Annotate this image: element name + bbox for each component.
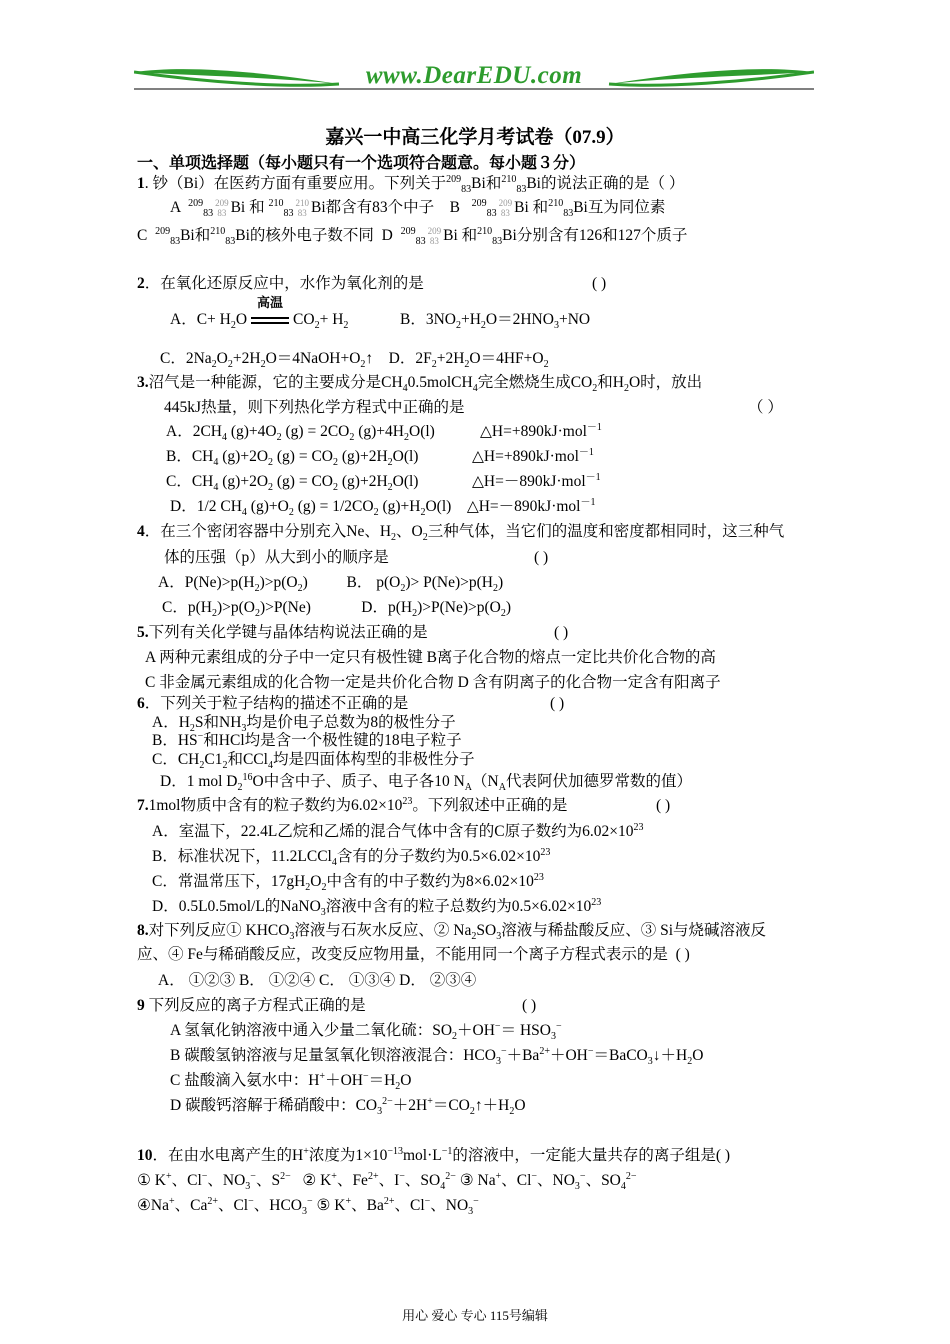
question-6-option-c: C．$CH_2C1_2$和CCl$_4$均是四面体构型的非极性分子 [152,751,475,772]
question-10-stem: 10．在由水电离产生的H+浓度为$1\times 10^{-13}mol\cdot L^{-1}$的溶液中，一定能大量共存的离子组是( ) [137,1145,731,1164]
question-10-ion-groups-1-3: ① K+、Cl−、$NO_3^-$、$S^{2-}$ ② K+、$Fe^{2+}$、I−、$SO_4^{2-}$ ③ Na+、Cl−、$NO_3^-$、$SO_4^{2-}$ [137,1170,637,1193]
site-logo[interactable]: www.DearEDU.com [365,62,583,89]
question-3-option-c-enthalpy: △H=－890kJ·mol$^{-1}$ [472,471,601,490]
section-heading: 一、单项选择题（每小题只有一个选项符合题意。每小题３分） [137,155,586,172]
question-7-answer-paren: ( ) [656,797,671,814]
question-4-options-cd: C．$p(H_2)>p(O_2)>P(Ne)$ D．$p(H_2)>P(Ne)>p(O_2)$ [162,599,512,620]
question-5-options-cd: C 非金属元素组成的化合物一定是共价化合物 D 含有阴离子的化合物一定含有阳离子 [145,674,721,691]
question-1-stem: 1. 钞（Bi）在医药方面有重要应用。下列关于$^{209}_{83}$Bi和$^{210}_{83}$Bi的说法正确的是（ ） [137,173,685,196]
question-3-option-d: D．1/2 $CH_4$ $(g)+O_2$ $(g) = 1/2CO_2$ $(g)+H_2O(l)$ △H=－890kJ·mol$^{-1}$ [170,496,596,519]
question-8-options: A． ①②③ B． ①②④ C． ①③④ D． ②③④ [158,972,477,989]
question-6-option-b: B．HS−和HCl均是含一个极性键的18电子粒子 [152,730,462,749]
question-3-option-a: A．$2CH_4$ $(g)+4O_2$ $(g) = 2CO_2$ $(g)+4H_2O(l)$ [166,423,435,444]
question-7-stem: 7.1mol物质中含有的粒子数约为$6.02\times 10^{23}$。下列叙述中正确的是 [137,795,568,814]
question-2-option-a: A．$C+ H_2O$ 高温 $CO_2+ H_2$ [170,296,349,332]
question-9-option-c: C 盐酸滴入氨水中：$H^++OH^-=H_2O$ [170,1070,412,1093]
question-3-option-b: B．$CH_4$ $(g)+2O_2$ $(g) = CO_2$ $(g)+2H_2O(l)$ [166,448,419,469]
question-3-option-a-enthalpy: △H=+890kJ·mol$^{-1}$ [480,421,602,440]
question-4-answer-paren: ( ) [534,549,549,566]
question-2-answer-paren: ( ) [592,275,607,292]
question-8-stem-line1: 8.对下列反应① $KHCO_3$溶液与石灰水反应、② $Na_2SO_3$溶液与稀盐酸反应、③ Si与烧碱溶液反 [137,922,767,943]
page-footer: 用心 爱心 专心 115号编辑 [402,1308,548,1323]
question-1-options-cd: C $^{209}_{83}$Bi和$^{210}_{83}$Bi的核外电子数不同 D $^{209}_{83}$209 83 Bi 和$^{210}_{83}$Bi分别含有126和127个质子 [137,225,688,248]
question-6-answer-paren: ( ) [550,695,565,712]
question-3-answer-paren: （ ） [748,399,783,416]
reaction-condition-high-temp: 高温 [251,310,289,330]
question-10-ion-groups-4-5: ④Na+、$Ca^{2+}$、Cl−、$HCO_3^-$ ⑤ K+、$Ba^{2+}$、Cl−、$NO_3^-$ [137,1195,479,1218]
question-6-option-d: D．1 mol $D_2^{16}O$中含中子、质子、电子各10 $N_A(N_A$代表阿伏加德罗常数的值） [160,771,692,794]
question-4-options-ab: A．$P(Ne)>p(H_2)>p(O_2)$ B． $p(O_2)> P(Ne)>p(H_2)$ [158,574,504,595]
question-3-stem-line2: 445kJ热量，则下列热化学方程式中正确的是 [164,399,465,416]
question-7-option-b: B．标准状况下，11.2LCCl$_4$含有的分子数约为$0.5\times 6.02\times 10^{23}$ [152,846,551,869]
question-8-stem-line2: 应、④ Fe与稀硝酸反应，改变反应物用量，不能用同一个离子方程式表示的是 ( ) [137,946,690,963]
question-2-stem: 2．在氧化还原反应中，水作为氧化剂的是 [137,275,424,292]
question-9-stem: 9 下列反应的离子方程式正确的是 [137,997,366,1014]
question-9-option-d: D 碳酸钙溶解于稀硝酸中：$CO_3^{2-}+2H^+=CO_2↑+H_2O$ [170,1095,526,1118]
question-3-option-b-enthalpy: △H=+890kJ·mol$^{-1}$ [472,446,594,465]
question-9-answer-paren: ( ) [522,997,537,1014]
question-5-stem: 5.下列有关化学键与晶体结构说法正确的是 [137,624,428,641]
question-9-option-b: B 碳酸氢钠溶液与足量氢氧化钡溶液混合：$HCO_3^-+Ba^{2+}+OH^-=BaCO_3↓+H_2O$ [170,1045,704,1068]
question-2-option-b: B．$3NO_2+H_2O=2HNO_3+NO$ [400,311,591,332]
question-7-option-c: C．常温常压下，$17gH_2O_2$中含有的中子数约为$8\times 6.02\times 10^{23}$ [152,871,544,894]
question-5-answer-paren: ( ) [554,624,569,641]
question-7-option-a: A．室温下，22.4L乙烷和乙烯的混合气体中含有的C原子数约为$6.02\times 10^{23}$ [152,821,644,840]
question-4-stem-line2: 体的压强（p）从大到小的顺序是 [164,549,389,566]
question-2-options-cd: C．$2Na_2O_2+2H_2O=4NaOH+O_2↑$ D．$2F_2+2H_2O=4HF+O_2$ [160,350,549,371]
question-3-stem-line1: 3.沼气是一种能源，它的主要成分是$CH_40.5molCH_4$完全燃烧生成$CO_2$和$H_2O$时，放出 [137,374,703,395]
site-header [134,58,814,98]
question-7-option-d: D．0.5L0.5mol/L的NaNO$_3$溶液中含有的粒子总数约为$0.5\times 6.02\times 10^{23}$ [152,896,602,919]
question-6-stem: 6．下列关于粒子结构的描述不正确的是 [137,695,409,712]
question-3-option-c: C．$CH_4$ $(g)+2O_2$ $(g) = CO_2$ $(g)+2H_2O(l)$ [166,473,419,494]
question-4-stem-line1: 4．在三个密闭容器中分别充入Ne、$H_2$、$O_2$三种气体，当它们的温度和密度都相同时，这三种气 [137,523,785,544]
question-1-options-ab: A $^{209}_{83}$209 83 Bi 和 $^{210}_{83}$210 83 Bi都含有83个中子 B $^{209}_{83}$209 83 Bi 和$^{210}_{83}$Bi互为同位素 [170,197,666,220]
exam-title: 嘉兴一中高三化学月考试卷（07.9） [325,127,625,148]
question-6-option-a: A．$H_2S$和$NH_3$均是价电子总数为8的极性分子 [152,714,456,735]
question-5-options-ab: A 两种元素组成的分子中一定只有极性键 B离子化合物的熔点一定比共价化合物的高 [145,649,716,666]
question-9-option-a: A 氢氧化钠溶液中通入少量二氧化硫：$SO_2+OH^-= HSO_3^-$ [170,1020,562,1043]
